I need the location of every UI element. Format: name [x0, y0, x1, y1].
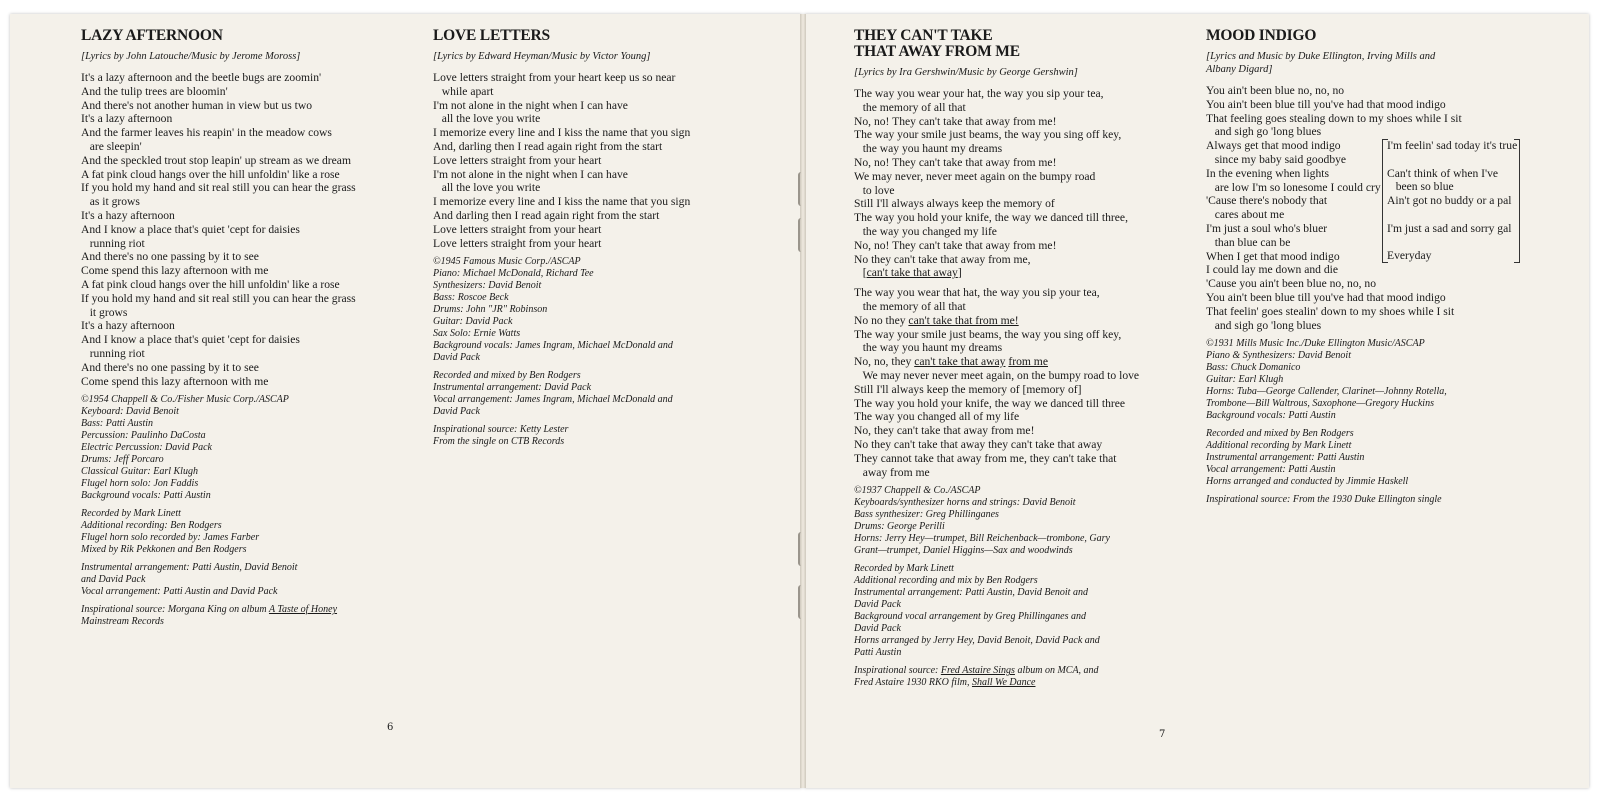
lyric-line	[854, 355, 1184, 369]
inspirational-text: album on MCA, and	[1014, 665, 1099, 677]
lyric-line: the memory of all that	[854, 100, 966, 114]
credit-line: Bass synthesizer: Greg Phillinganes	[854, 509, 999, 521]
counter-lyric-line: Everyday	[1387, 249, 1432, 263]
credit-line: Instrumental arrangement: Patti Austin, David Benoit	[81, 562, 298, 574]
inspirational-text: Fred Astaire 1930 RKO film,	[854, 677, 972, 689]
lyric-line: the memory of all that	[854, 299, 966, 313]
song-title	[433, 28, 763, 44]
credit-line: Percussion: Paulinho DaCosta	[81, 430, 206, 442]
lyric-line: You ain't been blue till you've had that mood indigo	[1206, 97, 1446, 111]
credit-line: Background vocals: Patti Austin	[81, 490, 211, 502]
credits-block	[81, 508, 411, 556]
lyrics	[1206, 84, 1546, 332]
lyric-line: You ain't been blue till you've had that mood indigo	[1206, 290, 1446, 304]
lyric-line: are low I'm so lonesome I could cry	[1206, 180, 1381, 194]
song-title-line: LAZY AFTERNOON	[81, 27, 223, 44]
credits-block	[81, 562, 411, 598]
lyric-line: The way your smile just beams, the way you sing off key,	[854, 128, 1122, 142]
credit-line: Instrumental arrangement: Patti Austin, David Benoit and	[854, 587, 1088, 599]
credit-line: Sax Solo: Ernie Watts	[433, 328, 521, 340]
lyric-line: It's a lazy afternoon and the beetle bugs are zoomin'	[81, 71, 322, 84]
lyric-line: 'Cause you ain't been blue no, no, no	[1206, 277, 1377, 291]
lyric-line: than blue can be	[1206, 235, 1291, 249]
underlined-lyric: can't take that away	[866, 266, 958, 280]
lyric-line: are sleepin'	[81, 139, 142, 153]
lyric-line: If you hold my hand and sit real still you can hear the grass	[81, 181, 356, 195]
credit-line: Trombone—Bill Waltrous, Saxophone—Gregory Huckins	[1206, 398, 1434, 410]
lyric-line: And there's no one passing by it to see	[81, 360, 259, 374]
credit-line: ©1937 Chappell & Co./ASCAP	[854, 485, 981, 497]
credit-line: David Pack	[854, 623, 901, 635]
lyrics	[81, 71, 411, 388]
lyric-line: and sigh go 'long blues	[1206, 125, 1322, 139]
credit-line: ©1945 Famous Music Corp./ASCAP	[433, 256, 581, 268]
lyric-line: You ain't been blue no, no, no	[1206, 84, 1345, 97]
credit-line: Keyboards/synthesizer horns and strings: David Benoit	[854, 497, 1076, 509]
credit-line: Drums: John "JR" Robinson	[433, 304, 548, 316]
credit-line: Vocal arrangement: Patti Austin	[1206, 464, 1336, 476]
lyric-line: The way you hold your knife, the way we danced till three,	[854, 211, 1128, 225]
writer-credit	[1206, 50, 1546, 76]
lyric-line: And the speckled trout stop leapin' up stream as we dream	[81, 153, 351, 167]
credit-line: Recorded and mixed by Ben Rodgers	[433, 370, 581, 382]
credit-line: Instrumental arrangement: Patti Austin	[1206, 452, 1365, 464]
counter-lyric-line: I'm just a sad and sorry gal	[1387, 221, 1512, 235]
credit-line: Vocal arrangement: James Ingram, Michael McDonald and	[433, 394, 673, 406]
bracketed-counter-lyrics	[1382, 139, 1520, 263]
lyric-line: Love letters straight from your heart	[433, 153, 602, 167]
writer-credit-line: Albany Digard]	[1206, 64, 1273, 75]
credit-line: Flugel horn solo recorded by: James Farber	[81, 532, 260, 544]
lyric-line: It's a hazy afternoon	[81, 319, 175, 333]
credit-line: Bass: Chuck Domanico	[1206, 362, 1301, 374]
lyric-line: the way you haunt my dreams	[854, 341, 1003, 355]
lyric-line: It's a hazy afternoon	[81, 208, 175, 222]
song-mood-indigo	[1206, 28, 1546, 506]
credit-line: Recorded by Mark Linett	[854, 563, 954, 575]
lyric-line: A fat pink cloud hangs over the hill unfoldin' like a rose	[81, 277, 340, 291]
inspirational-line	[854, 665, 1184, 677]
lyric-line: When I get that mood indigo	[1206, 249, 1340, 263]
staple-bottom-2	[798, 585, 808, 619]
credit-line: Keyboard: David Benoit	[81, 406, 179, 418]
lyric-line: And I know a place that's quiet 'cept for daisies	[81, 333, 300, 347]
credit-line: David Pack	[433, 352, 480, 364]
credit-line: and David Pack	[81, 574, 146, 586]
credit-line: Piano & Synthesizers: David Benoit	[1206, 350, 1351, 362]
credit-line: Background vocal arrangement by Greg Phillinganes and	[854, 611, 1086, 623]
lyric-line: That feelin' goes stealin' down to my shoes while I sit	[1206, 304, 1455, 318]
lyric-line: That feeling goes stealing down to my shoes while I sit	[1206, 111, 1462, 125]
lyrics-part-2	[854, 286, 1184, 479]
inspirational-prefix: Inspirational source: Morgana King on album	[81, 604, 269, 616]
lyric-line: And, darling then I read again right from the start	[433, 139, 663, 153]
lyric-text: No, no, they	[854, 355, 915, 369]
credit-line: Patti Austin	[854, 647, 902, 659]
credit-line: Additional recording by Mark Linett	[1206, 440, 1352, 452]
lyric-line: I'm not alone in the night when I can have	[433, 167, 628, 181]
song-lazy-afternoon	[81, 28, 411, 628]
lyric-line: Love letters straight from your heart	[433, 236, 602, 250]
lyric-line: And there's not another human in view but us two	[81, 98, 313, 112]
credit-line: Horns: Tuba—George Callender, Clarinet—Johnny Rotella,	[1206, 386, 1447, 398]
booklet-gutter	[800, 14, 806, 788]
credits-block	[433, 256, 763, 364]
credit-line: Drums: George Perilli	[854, 521, 945, 533]
underlined-lyric: can't take that away	[914, 355, 1006, 369]
lyric-line: In the evening when lights	[1206, 166, 1329, 180]
inspirational-source	[1206, 494, 1546, 506]
credits-block	[433, 370, 763, 418]
inspirational-source	[854, 665, 1184, 689]
credit-line: Recorded and mixed by Ben Rodgers	[1206, 428, 1354, 440]
lyric-line: away from me	[854, 465, 930, 479]
credit-line: Inspirational source: Ketty Lester	[433, 424, 569, 436]
lyric-line: No, no! They can't take that away from me!	[854, 114, 1057, 128]
staple-top-2	[798, 218, 808, 252]
lyric-line: while apart	[433, 84, 494, 98]
underlined-lyric: can't take that from me!	[908, 313, 1019, 327]
lyric-line: Come spend this lazy afternoon with me	[81, 374, 269, 388]
lyric-line: cares about me	[1206, 208, 1285, 222]
lyric-line: Love letters straight from your heart keep us so near	[433, 71, 676, 84]
credit-line: Background vocals: Patti Austin	[1206, 410, 1336, 422]
credit-line: Drums: Jeff Porcaro	[81, 454, 164, 466]
album-title: Fred Astaire Sings	[940, 665, 1015, 677]
credits-block	[81, 394, 411, 502]
song-title-line: THAT AWAY FROM ME	[854, 43, 1020, 60]
lyric-line: Still I'll always keep the memory of [memory of]	[854, 382, 1082, 396]
album-title: A Taste of Honey	[268, 604, 338, 616]
counter-lyric-line	[1387, 208, 1517, 222]
inspirational-line	[81, 604, 411, 616]
lyric-line: Still I'll always always keep the memory of	[854, 197, 1055, 211]
lyric-line: all the love you write	[433, 181, 541, 195]
credits-block	[854, 563, 1184, 659]
lyric-line: as it grows	[81, 195, 140, 209]
inspirational-prefix: Inspirational source:	[854, 665, 941, 677]
lyric-line: A fat pink cloud hangs over the hill unfoldin' like a rose	[81, 167, 340, 181]
page-number-right: 7	[1159, 729, 1166, 740]
lyric-line: And I know a place that's quiet 'cept for daisies	[81, 222, 300, 236]
writer-credit: [Lyrics by Edward Heyman/Music by Victor Young]	[433, 51, 651, 62]
lyric-line: I memorize every line and I kiss the name that you sign	[433, 126, 691, 140]
lyric-line: I could lay me down and die	[1206, 263, 1339, 277]
page-number-left: 6	[387, 722, 394, 733]
lyric-line: I memorize every line and I kiss the name that you sign	[433, 195, 691, 209]
counter-lyric-line: Can't think of when I've	[1387, 166, 1499, 180]
credit-line: Horns arranged by Jerry Hey, David Benoit, David Pack and	[854, 635, 1100, 647]
credit-line: Background vocals: James Ingram, Michael McDonald and	[433, 340, 673, 352]
credit-line: Horns: Jerry Hey—trumpet, Bill Reichenback—trombone, Gary	[854, 533, 1110, 545]
lyric-line: We may never, never meet again on the bumpy road	[854, 169, 1096, 183]
credit-line: Electric Percussion: David Pack	[81, 442, 212, 454]
credit-line: Additional recording: Ben Rodgers	[81, 520, 222, 532]
lyric-line: And there's no one passing by it to see	[81, 250, 259, 264]
credit-line: Guitar: David Pack	[433, 316, 513, 328]
lyric-line: running riot	[81, 236, 145, 250]
counter-lyric-line: I'm feelin' sad today it's true	[1387, 139, 1518, 152]
lyric-line: And the tulip trees are bloomin'	[81, 84, 228, 98]
lyric-line: and sigh go 'long blues	[1206, 318, 1322, 332]
lyric-line: Always get that mood indigo	[1206, 139, 1341, 153]
song-they-cant-take-that-away	[854, 28, 1184, 689]
writer-credit: [Lyrics by John Latouche/Music by Jerome Moross]	[81, 51, 301, 62]
song-title-line: THEY CAN'T TAKE	[854, 27, 993, 44]
counter-lyric-line: Ain't got no buddy or a pal	[1387, 194, 1512, 208]
credit-line: Classical Guitar: Earl Klugh	[81, 466, 198, 478]
song-title	[81, 28, 411, 44]
lyric-line: We may never never meet again, on the bumpy road to love	[854, 368, 1140, 382]
lyric-line: No they can't take that away from me,	[854, 252, 1031, 266]
lyric-line: since my baby said goodbye	[1206, 152, 1347, 166]
lyric-line: No, they can't take that away from me!	[854, 424, 1035, 438]
lyric-line: No they can't take that away they can't take that away	[854, 437, 1103, 451]
song-title	[1206, 28, 1546, 44]
lyric-text: No no they	[854, 313, 909, 327]
writer-credit: [Lyrics by Ira Gershwin/Music by George Gershwin]	[854, 67, 1078, 78]
staple-bottom-1	[798, 532, 808, 566]
credit-line: Vocal arrangement: Patti Austin and David Pack	[81, 586, 278, 598]
song-love-letters	[433, 28, 763, 448]
credit-line: Horns arranged and conducted by Jimmie Haskell	[1206, 476, 1409, 488]
lyric-line: If you hold my hand and sit real still you can hear the grass	[81, 291, 356, 305]
credit-line: From the single on CTB Records	[433, 436, 565, 448]
credit-line: Bass: Roscoe Beck	[433, 292, 509, 304]
lyric-line: Love letters straight from your heart	[433, 222, 602, 236]
staple-top-1	[798, 172, 808, 206]
credit-line: Recorded by Mark Linett	[81, 508, 181, 520]
credit-line: Bass: Patti Austin	[81, 418, 154, 430]
lyric-line: the way you haunt my dreams	[854, 142, 1003, 156]
lyrics	[854, 87, 1184, 280]
lyric-line: running riot	[81, 346, 145, 360]
credits-block	[433, 424, 763, 448]
credit-line: Synthesizers: David Benoit	[433, 280, 542, 292]
underlined-lyric: from me	[1008, 355, 1048, 369]
credit-line: Additional recording and mix by Ben Rodgers	[854, 575, 1038, 587]
lyric-line: Come spend this lazy afternoon with me	[81, 264, 269, 278]
credit-line: David Pack	[433, 406, 480, 418]
lyric-line: The way you hold your knife, the way we danced till three	[854, 396, 1126, 410]
lyric-line: all the love you write	[433, 112, 541, 126]
lyric-line: No, no! They can't take that away from me!	[854, 155, 1057, 169]
credits-block	[1206, 428, 1546, 488]
inspirational-source	[81, 604, 411, 628]
lyric-line: It's a lazy afternoon	[81, 112, 173, 126]
credit-line: ©1954 Chappell & Co./Fisher Music Corp./ASCAP	[81, 394, 289, 406]
lyric-line: I'm just a soul who's bluer	[1206, 221, 1328, 235]
lyric-line: And darling then I read again right from the start	[433, 208, 660, 222]
credit-line: ©1931 Mills Music Inc./Duke Ellington Music/ASCAP	[1206, 338, 1425, 350]
counter-lyric-line	[1387, 153, 1517, 167]
song-title-line: MOOD INDIGO	[1206, 27, 1317, 44]
credit-line: Mainstream Records	[81, 616, 164, 628]
song-title-line: LOVE LETTERS	[433, 27, 550, 44]
lyrics	[433, 71, 763, 250]
credit-line: David Pack	[854, 599, 901, 611]
lyric-line: The way you wear that hat, the way you sip your tea,	[854, 286, 1100, 300]
film-title: Shall We Dance	[971, 677, 1036, 689]
lyric-line: And the farmer leaves his reapin' in the meadow cows	[81, 126, 332, 140]
lyric-line: 'Cause there's nobody that	[1206, 194, 1328, 208]
counter-lyric-line	[1387, 236, 1517, 250]
lyric-line: The way your smile just beams, the way you sing off key,	[854, 327, 1122, 341]
lyric-line: No, no! They can't take that away from me!	[854, 238, 1057, 252]
credit-line: Inspirational source: From the 1930 Duke Ellington single	[1206, 494, 1442, 506]
writer-credit-line: [Lyrics and Music by Duke Ellington, Irving Mills and	[1206, 51, 1436, 62]
credit-line: Instrumental arrangement: David Pack	[433, 382, 592, 394]
counter-lyric-line: been so blue	[1387, 180, 1454, 194]
lyric-line: They cannot take that away from me, they can't take that	[854, 451, 1117, 465]
credit-line: Grant—trumpet, Daniel Higgins—Sax and woodwinds	[854, 545, 1073, 557]
lyric-line: it grows	[81, 305, 128, 319]
credit-line: Guitar: Earl Klugh	[1206, 374, 1284, 386]
lyric-line: [can't take that away]	[854, 266, 962, 280]
credits-block	[854, 485, 1184, 557]
inspirational-line	[854, 677, 1184, 689]
credit-line: Mixed by Rik Pekkonen and Ben Rodgers	[81, 544, 247, 556]
lyric-line: to love	[854, 183, 895, 197]
lyric-line: the way you changed my life	[854, 224, 997, 238]
lyric-line: I'm not alone in the night when I can have	[433, 98, 628, 112]
lyric-line: The way you wear your hat, the way you sip your tea,	[854, 87, 1104, 100]
song-title	[854, 28, 1184, 60]
lyric-line: The way you changed all of my life	[854, 410, 1020, 424]
lyric-line	[854, 314, 1184, 328]
credits-block	[1206, 338, 1546, 422]
credit-line: Flugel horn solo: Jon Faddis	[81, 478, 199, 490]
credit-line: Piano: Michael McDonald, Richard Tee	[433, 268, 594, 280]
